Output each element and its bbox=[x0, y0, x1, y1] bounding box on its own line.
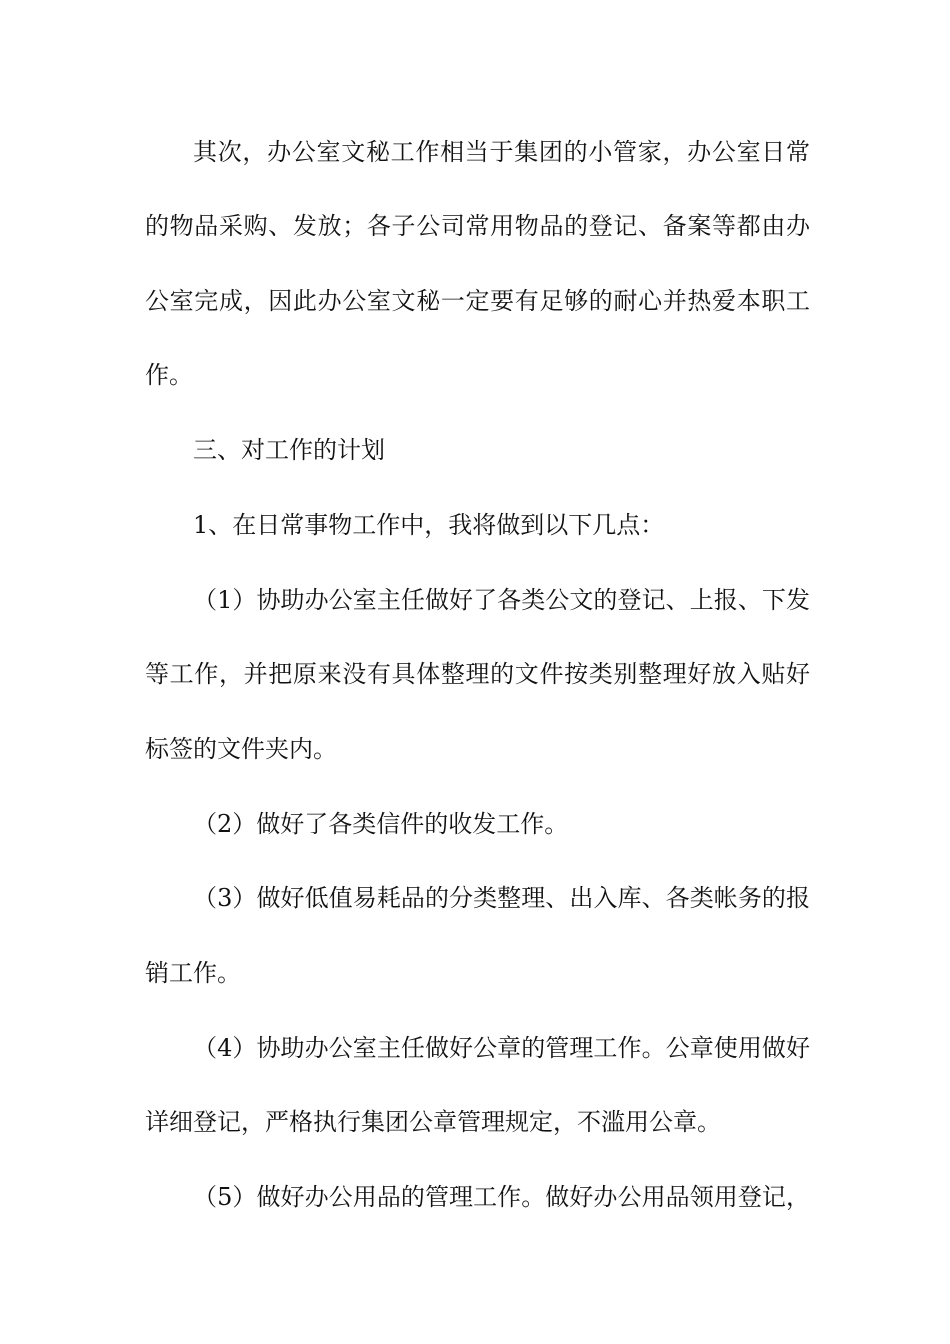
list-item-line: （2）做好了各类信件的收发工作。 bbox=[193, 810, 569, 838]
paragraph-line: 其次，办公室文秘工作相当于集团的小管家，办公室日常 bbox=[193, 138, 810, 166]
section-heading: 三、对工作的计划 bbox=[193, 436, 385, 464]
list-item-line: （5）做好办公用品的管理工作。做好办公用品领用登记， bbox=[193, 1183, 810, 1211]
list-item-line: （3）做好低值易耗品的分类整理、出入库、各类帐务的报 bbox=[193, 884, 810, 912]
paragraph-line: 作。 bbox=[145, 361, 193, 389]
subheading-line: 1、在日常事物工作中，我将做到以下几点： bbox=[193, 511, 665, 539]
list-item-line: 等工作，并把原来没有具体整理的文件按类别整理好放入贴好 bbox=[145, 660, 810, 688]
list-item-line: 标签的文件夹内。 bbox=[145, 735, 337, 763]
paragraph-line: 公室完成，因此办公室文秘一定要有足够的耐心并热爱本职工 bbox=[145, 287, 810, 315]
list-item-line: 详细登记，严格执行集团公章管理规定，不滥用公章。 bbox=[145, 1108, 721, 1136]
list-item-line: （4）协助办公室主任做好公章的管理工作。公章使用做好 bbox=[193, 1034, 810, 1062]
list-item-line: （1）协助办公室主任做好了各类公文的登记、上报、下发 bbox=[193, 586, 810, 614]
paragraph-line: 的物品采购、发放；各子公司常用物品的登记、备案等都由办 bbox=[145, 212, 810, 240]
list-item-line: 销工作。 bbox=[145, 959, 241, 987]
